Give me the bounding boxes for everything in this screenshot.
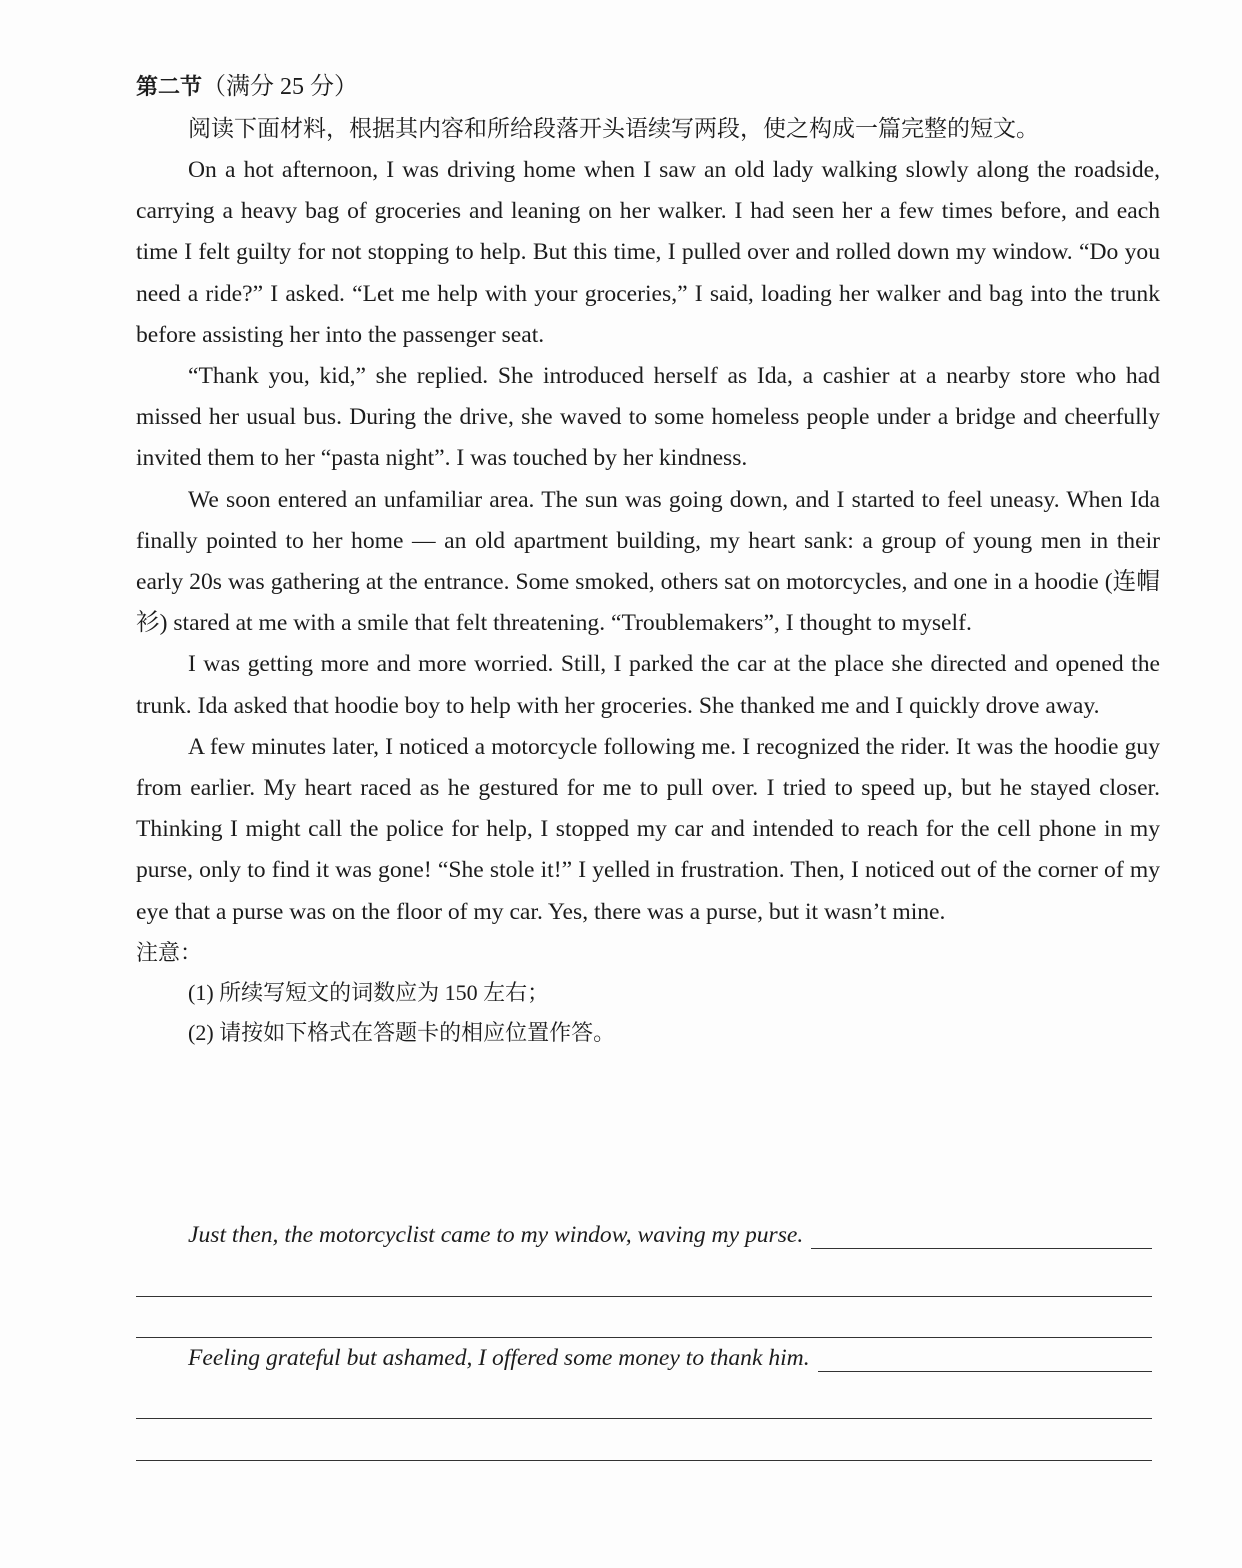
paragraph-2-lead: Feeling grateful but ashamed, I offered some money to thank him. [188,1345,810,1371]
story-paragraph: A few minutes later, I noticed a motorcycle following me. I recognized the rider. It was the hoodie guy from earlier. My heart raced as he gestured for me to pull over. I tried to speed up, but he stayed closer. Thinking I might call the police for help, I stopped my car and intended to reach for the cell phone in my purse, only to find it was gone! “She stole it!” I yelled in frustration. Then, I noticed out of the corner of my eye that a purse was on the floor of my car. Yes, there was a purse, but it wasn’t mine. [136,733,1160,925]
story-paragraph: “Thank you, kid,” she replied. She introduced herself as Ida, a cashier at a nearby store who had missed her usual bus. During the drive, she waved to some homeless people under a bridge and cheerfully invited them to her “pasta night”. I was touched by her kindness. [136,363,1160,472]
section-title: 第二节 [136,75,203,100]
answer-blank[interactable] [818,1351,1152,1372]
exam-section [136,66,1160,1053]
instruction: 阅读下面材料，根据其内容和所给段落开头语续写两段，使之构成一篇完整的短文。 [188,116,1039,141]
continuation-paragraph-1 [136,1222,1152,1249]
answer-line[interactable] [136,1460,1152,1461]
continuation-paragraph-2 [136,1345,1152,1372]
answer-line[interactable] [136,1296,1152,1297]
story-paragraph: On a hot afternoon, I was driving home when I saw an old lady walking slowly along the roadside, carrying a heavy bag of groceries and leaning on her walker. I had seen her a few times before, and each time I felt guilty for not stopping to help. But this time, I pulled over and rolled down my window. “Do you need a ride?” I asked. “Let me help with your groceries,” I said, loading her walker and bag into the trunk before assisting her into the passenger seat. [136,157,1160,348]
story-paragraph: We soon entered an unfamiliar area. The sun was going down, and I started to feel uneasy. When Ida finally pointed to her home — an old apartment building, my heart sank: a group of young men in their early 20s was gathering at the entrance. Some smoked, others sat on motorcycles, and one in a hoodie (连帽衫) stared at me with a smile that felt threatening. “Troublemakers”, I thought to myself. [136,486,1160,637]
notes-title: 注意： [136,939,203,965]
answer-line[interactable] [136,1337,1152,1338]
paragraph-1-lead: Just then, the motorcyclist came to my window, waving my purse. [188,1222,804,1248]
note-item: (2) 请按如下格式在答题卡的相应位置作答。 [188,1019,616,1045]
story-paragraph: I was getting more and more worried. Still, I parked the car at the place she directed and opened the trunk. Ida asked that hoodie boy to help with her groceries. She thanked me and I quickly drove away. [136,651,1160,719]
answer-blank[interactable] [811,1228,1152,1249]
note-item: (1) 所续写短文的词数应为 150 左右； [188,979,550,1005]
section-score: （满分 25 分） [202,74,359,100]
section-header [136,66,1160,108]
answer-line[interactable] [136,1418,1152,1419]
